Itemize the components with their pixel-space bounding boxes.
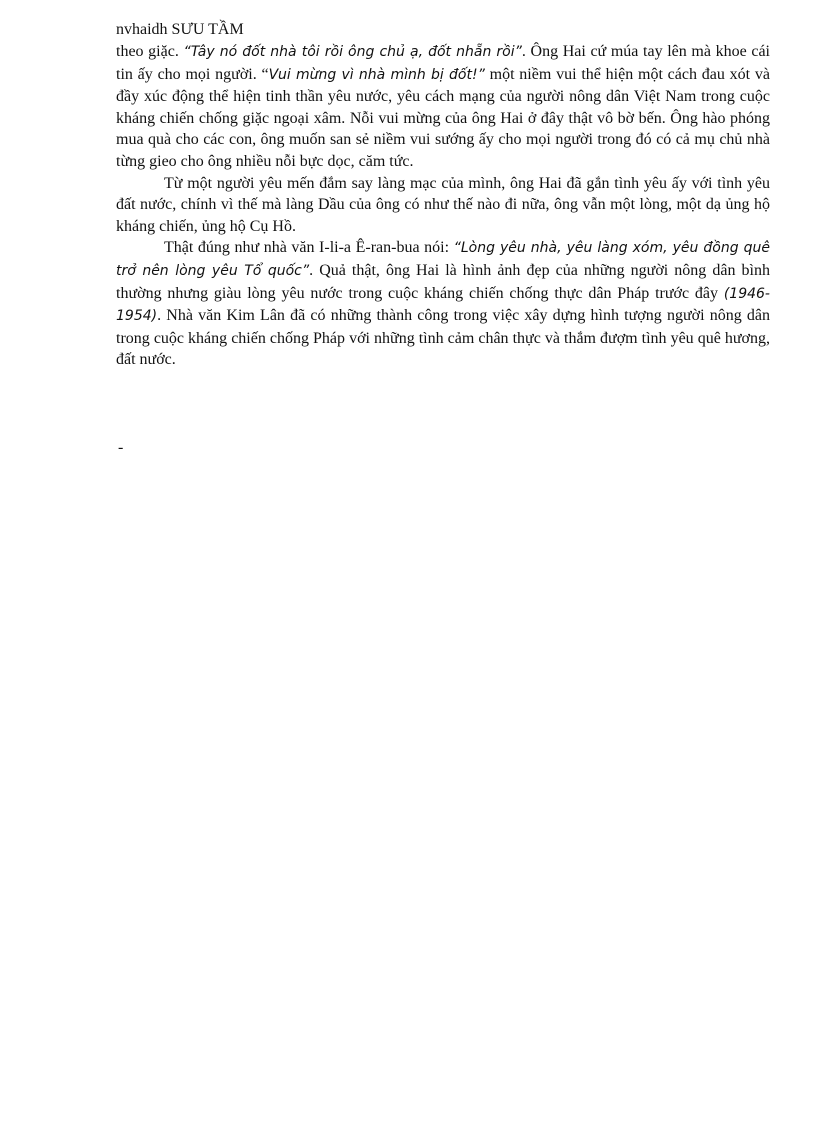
- paragraph-1: [116, 41, 770, 173]
- quote-segment: “Tây nó đốt nhà tôi rồi ông chủ ạ, đốt nhẵn rồi”: [183, 44, 522, 60]
- text-segment: . Quả thật, ông Hai là hình ảnh đẹp của những người nông dân bình thường nhưng giàu lòng yêu nước trong cuộc kháng chiến chống thực dân Pháp trước đây: [116, 261, 770, 302]
- text-segment: . Ông Hai cứ múa tay lên mà khoe cái tin ấy cho mọi người. “: [116, 43, 770, 83]
- page-header: nvhaidh SƯU TẦM: [116, 21, 244, 38]
- text-segment: Từ một người yêu mến đắm say làng mạc của mình, ông Hai đã gắn tình yêu ấy với tình yêu đất nước, chính vì thế mà làng Dầu của ông có như thế nào đi nữa, ông vẫn một lòng, một dạ ủng hộ kháng chiến, ủng hộ Cụ Hồ.: [116, 174, 770, 235]
- paragraph-3: [116, 237, 770, 371]
- quote-segment: “Lòng yêu nhà, yêu làng xóm, yêu đồng quê trở nên lòng yêu Tổ quốc”: [116, 240, 770, 279]
- date-range-segment: (1946-1954): [116, 285, 770, 325]
- text-segment: . Nhà văn Kim Lân đã có những thành công trong việc xây dựng hình tượng người nông dân trong cuộc kháng chiến chống Pháp với những tình cảm chân thực và thắm đượm tình yêu quê hương, đất nước.: [116, 307, 770, 369]
- text-segment: Thật đúng như nhà văn I-li-a Ê-ran-bua nói:: [164, 239, 454, 257]
- quote-segment: Vui mừng vì nhà mình bị đốt!”: [268, 66, 485, 83]
- paragraph-2: [116, 173, 770, 238]
- document-page: [116, 20, 770, 371]
- text-segment: một niềm vui thể hiện một cách đau xót và đầy xúc động thể hiện tinh thần yêu nước, yêu cách mạng của người nông dân Việt Nam trong cuộc kháng chiến chống giặc ngoại xâm. Nỗi vui mừng của ông Hai ở đây thật vô bờ bến. Ông hào phóng mua quà cho các con, ông muốn san sẻ niềm vui sướng ấy cho mọi người trong đó có cả mụ chủ nhà từng gieo cho ông nhiều nỗi bực dọc, căm tức.: [116, 65, 771, 170]
- text-segment: theo giặc.: [116, 43, 184, 60]
- footer-dash-mark: -: [118, 439, 124, 456]
